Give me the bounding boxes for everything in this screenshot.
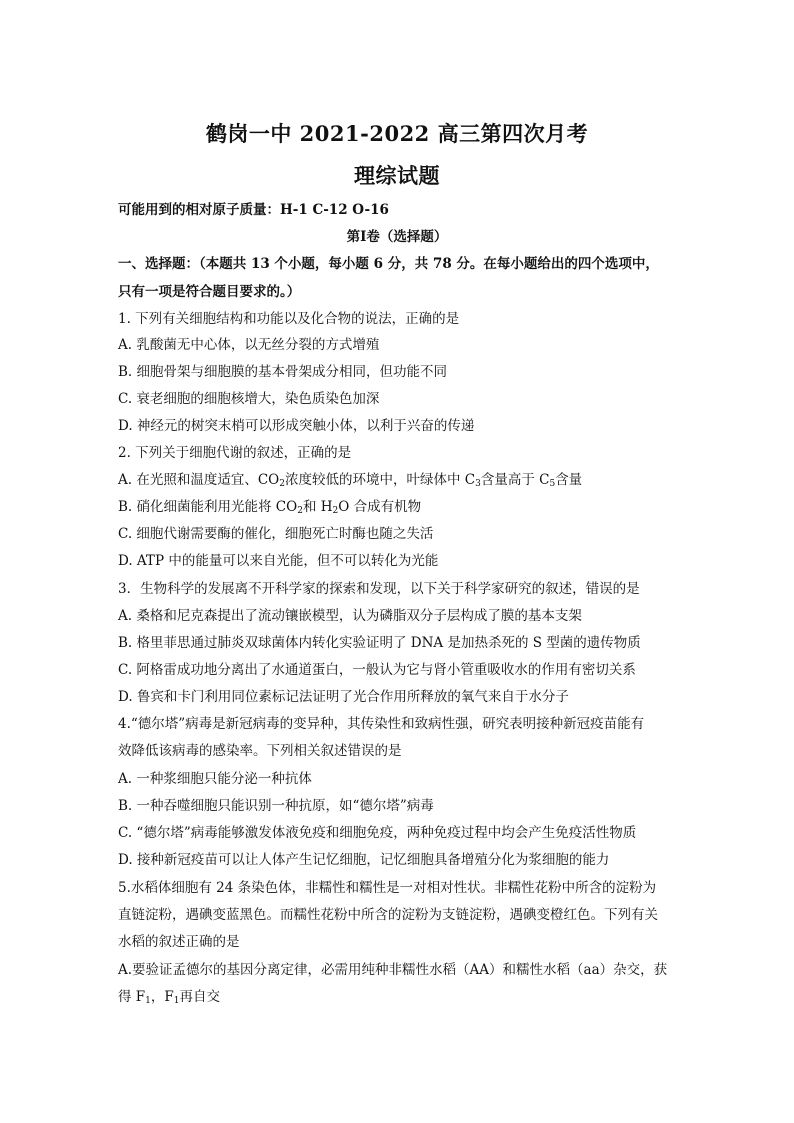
q5-option-a-line-2: 得 $F_1$，$F_1$再自交 (118, 989, 221, 1006)
q5-option-a-line-1: A.要验证孟德尔的基因分离定律，必需用纯种非糯性水稻（AA）和糯性水稻（aa）杂交，获 (118, 962, 668, 978)
q2-stem: 2. 下列关于细胞代谢的叙述，正确的是 (118, 445, 352, 461)
q2-option-d: D. ATP 中的能量可以来自光能，但不可以转化为光能 (118, 553, 439, 569)
q4-option-b: B. 一种吞噬细胞只能识别一种抗原，如“德尔塔”病毒 (118, 798, 434, 814)
q1-option-d: D. 神经元的树突末梢可以形成突触小体，以利于兴奋的传递 (118, 418, 475, 434)
page-title: 鹤岗一中 2021-2022 高三第四次月考 (205, 121, 589, 146)
section-heading: 第Ⅰ卷（选择题） (346, 229, 448, 245)
q1-option-b: B. 细胞骨架与细胞膜的基本骨架成分相同，但功能不同 (118, 364, 448, 380)
q5-stem-line-2: 直链淀粉，遇碘变蓝黑色。而糯性花粉中所含的淀粉为支链淀粉，遇碘变橙红色。下列有关 (118, 907, 658, 923)
q4-option-d: D. 接种新冠疫苗可以让人体产生记忆细胞，记忆细胞具备增殖分化为浆细胞的能力 (118, 852, 610, 868)
page-subtitle: 理综试题 (354, 163, 440, 188)
instructions-line-2: 只有一项是符合题目要求的。） (118, 284, 301, 300)
q2-option-c: C. 细胞代谢需要酶的催化，细胞死亡时酶也随之失活 (118, 526, 434, 542)
q4-option-a: A. 一种浆细胞只能分泌一种抗体 (118, 771, 312, 787)
instructions-line-1: 一、选择题：（本题共 13 个小题，每小题 6 分，共 78 分。在每小题给出的四个选项中， (118, 256, 659, 272)
q5-stem-line-1: 5.水稻体细胞有 24 条染色体，非糯性和糯性是一对相对性状。非糯性花粉中所含的淀粉为 (118, 880, 657, 896)
q2-option-a: A. 在光照和温度适宜、$CO_2$浓度较低的环境中，叶绿体中 $C_3$含量高于 $C_5$含量 (118, 472, 583, 489)
q3-option-d: D. 鲁宾和卡门利用同位素标记法证明了光合作用所释放的氧气来自于水分子 (118, 689, 569, 705)
q4-stem-line-1: 4.“德尔塔”病毒是新冠病毒的变异种，其传染性和致病性强，研究表明接种新冠疫苗能有 (118, 716, 645, 732)
q4-option-c: C. “德尔塔”病毒能够激发体液免疫和细胞免疫，两种免疫过程中均会产生免疫活性物质 (118, 825, 637, 841)
q1-option-a: A. 乳酸菌无中心体，以无丝分裂的方式增殖 (118, 337, 380, 353)
q3-option-c: C. 阿格雷成功地分离出了水通道蛋白，一般认为它与肾小管重吸收水的作用有密切关系 (118, 662, 636, 678)
q3-stem: 3．生物科学的发展离不开科学家的探索和发现，以下关于科学家研究的叙述，错误的是 (118, 581, 640, 597)
q1-stem: 1. 下列有关细胞结构和功能以及化合物的说法，正确的是 (118, 311, 460, 327)
q3-option-a: A. 桑格和尼克森提出了流动镶嵌模型，认为磷脂双分子层构成了膜的基本支架 (118, 608, 582, 624)
q3-option-b: B. 格里菲思通过肺炎双球菌体内转化实验证明了 DNA 是加热杀死的 S 型菌的遗传物质 (118, 635, 641, 651)
q5-stem-line-3: 水稻的叙述正确的是 (118, 934, 240, 950)
q4-stem-line-2: 效降低该病毒的感染率。下列相关叙述错误的是 (118, 743, 402, 759)
q2-option-b: B. 硝化细菌能利用光能将 $CO_2$和 $H_2O$ 合成有机物 (118, 499, 422, 516)
atomic-mass-note: 可能用到的相对原子质量：H-1 C-12 O-16 (118, 202, 389, 218)
q1-option-c: C. 衰老细胞的细胞核增大，染色质染色加深 (118, 391, 380, 407)
